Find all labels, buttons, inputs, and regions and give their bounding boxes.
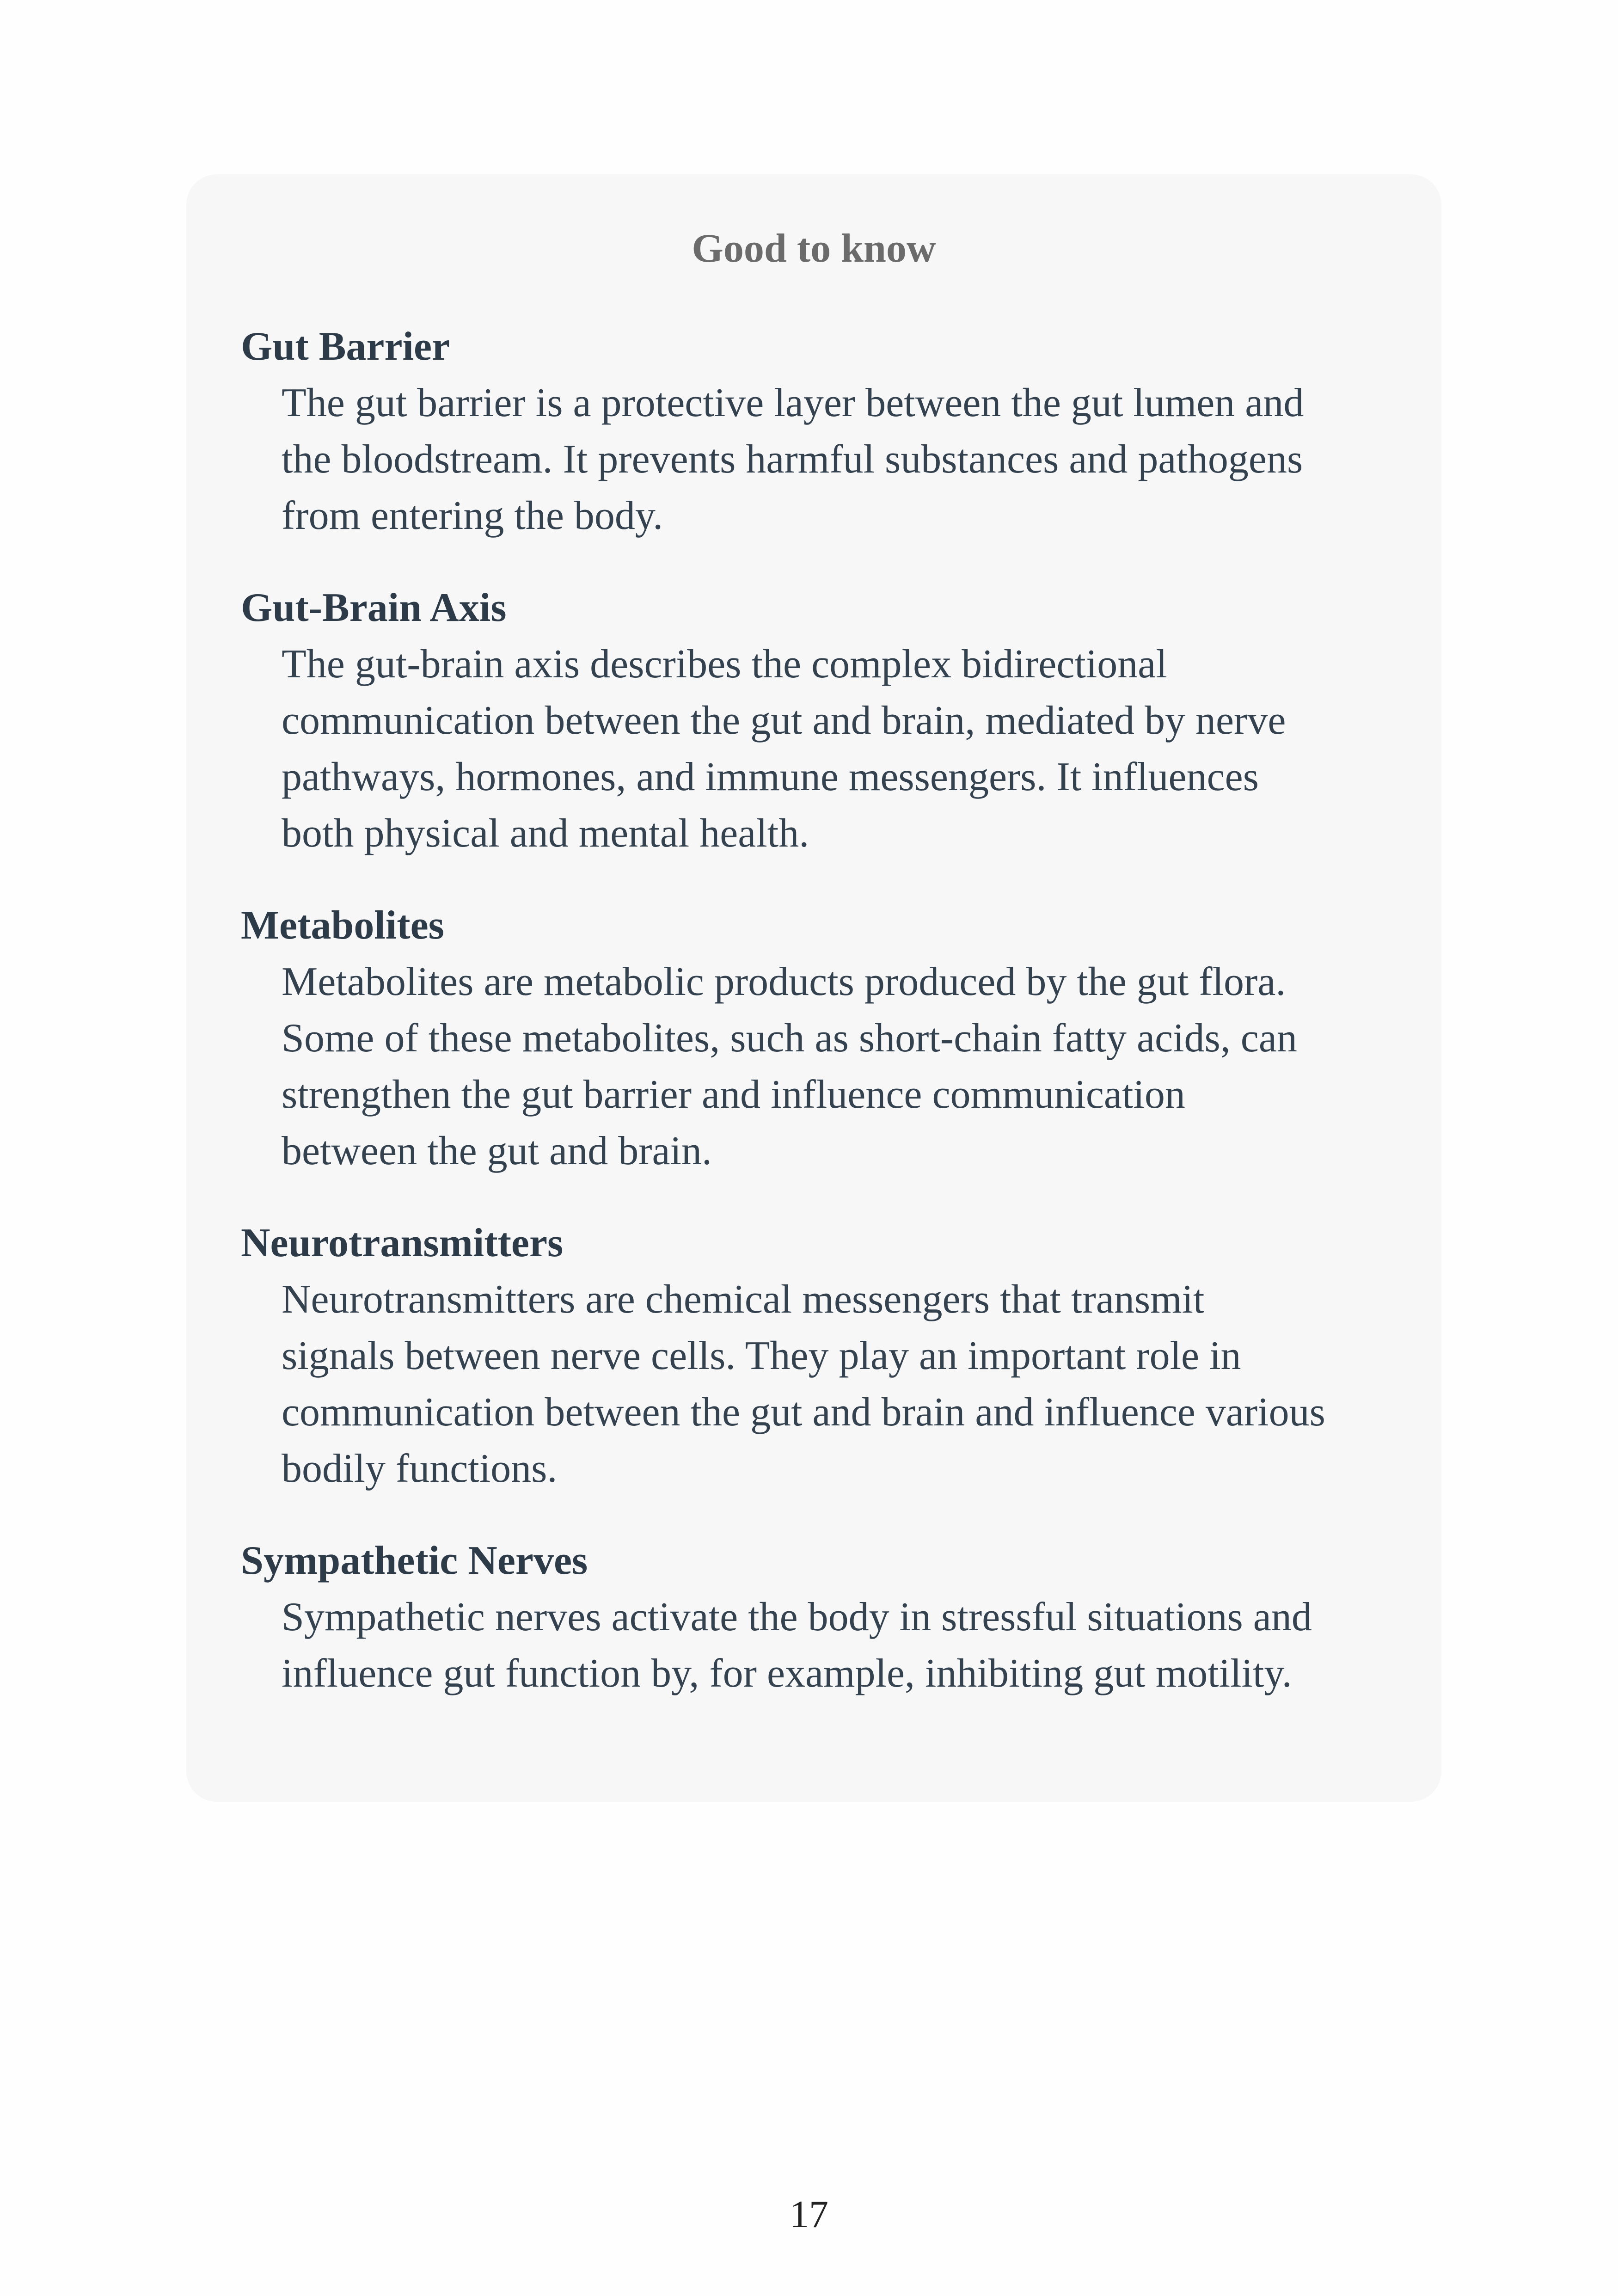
description-line: the bloodstream. It prevents harmful substances and pathogens: [282, 437, 1303, 482]
description-line: from entering the body.: [282, 493, 663, 538]
glossary-entry-gut-brain-axis: [241, 580, 1415, 862]
term-title: Gut-Brain Axis: [241, 585, 507, 630]
glossary-entry-sympathetic-nerves: [241, 1533, 1415, 1702]
term-description: [282, 1589, 1423, 1702]
description-line: The gut-brain axis describes the complex bidirectional: [282, 642, 1167, 687]
term-description: [282, 954, 1423, 1179]
description-line: signals between nerve cells. They play an important role in: [282, 1333, 1241, 1378]
term-description: [282, 636, 1423, 862]
term-description: [282, 1271, 1423, 1497]
description-line: between the gut and brain.: [282, 1129, 712, 1173]
description-line: pathways, hormones, and immune messengers. It influences: [282, 755, 1259, 799]
page-number: 17: [790, 2193, 828, 2236]
glossary-entry-neurotransmitters: [241, 1215, 1415, 1497]
term-title: Metabolites: [241, 903, 444, 948]
description-line: communication between the gut and brain, mediated by nerve: [282, 698, 1286, 743]
description-line: Sympathetic nerves activate the body in stressful situations and: [282, 1595, 1312, 1639]
glossary-entry-metabolites: [241, 897, 1415, 1179]
good-to-know-box: [186, 174, 1441, 1802]
glossary-entry-gut-barrier: [241, 319, 1415, 544]
description-line: both physical and mental health.: [282, 811, 809, 856]
description-line: communication between the gut and brain and influence various: [282, 1390, 1325, 1435]
description-line: influence gut function by, for example, inhibiting gut motility.: [282, 1651, 1292, 1696]
description-line: The gut barrier is a protective layer between the gut lumen and: [282, 381, 1304, 425]
description-line: bodily functions.: [282, 1446, 558, 1491]
box-heading: Good to know: [692, 226, 936, 271]
description-line: Metabolites are metabolic products produced by the gut flora.: [282, 959, 1286, 1004]
term-title: Sympathetic Nerves: [241, 1538, 588, 1583]
glossary-list: [241, 319, 1415, 1737]
term-title: Gut Barrier: [241, 324, 450, 369]
term-description: [282, 375, 1423, 544]
description-line: Neurotransmitters are chemical messengers that transmit: [282, 1277, 1205, 1322]
description-line: strengthen the gut barrier and influence communication: [282, 1072, 1185, 1117]
term-title: Neurotransmitters: [241, 1221, 564, 1265]
description-line: Some of these metabolites, such as short-chain fatty acids, can: [282, 1016, 1297, 1061]
